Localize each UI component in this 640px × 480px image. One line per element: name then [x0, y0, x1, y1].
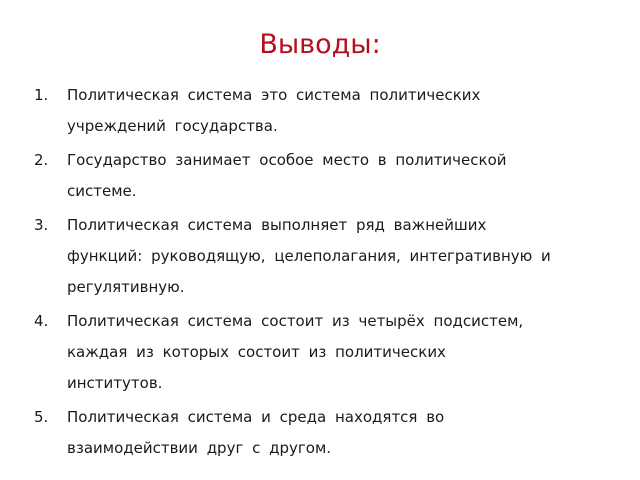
list-item [34, 210, 614, 303]
list-item [34, 306, 614, 399]
item-number: 5. [34, 408, 49, 426]
item-text-line: Государство занимает особое место в политической [67, 151, 507, 169]
item-text-line: системе. [67, 182, 137, 200]
item-text-line: Политическая система выполняет ряд важнейших [67, 216, 487, 234]
item-number: 1. [34, 86, 49, 104]
list-item [34, 80, 614, 142]
item-number: 3. [34, 216, 49, 234]
item-text-line: Политическая система и среда находятся во [67, 408, 445, 426]
item-text-line: институтов. [67, 374, 163, 392]
list-item [34, 145, 614, 207]
conclusions-list [34, 80, 614, 467]
item-number: 4. [34, 312, 49, 330]
item-text-line: регулятивную. [67, 278, 185, 296]
item-text-line: каждая из которых состоит из политических [67, 343, 446, 361]
item-text-line: Политическая система состоит из четырёх подсистем, [67, 312, 524, 330]
item-text-line: учреждений государства. [67, 117, 278, 135]
item-number: 2. [34, 151, 49, 169]
slide-title: Выводы: [259, 29, 381, 60]
list-item [34, 402, 614, 464]
item-text-line: Политическая система это система политических [67, 86, 481, 104]
item-text-line: функций: руководящую, целеполагания, интегративную и [67, 247, 551, 265]
item-text-line: взаимодействии друг с другом. [67, 439, 332, 457]
